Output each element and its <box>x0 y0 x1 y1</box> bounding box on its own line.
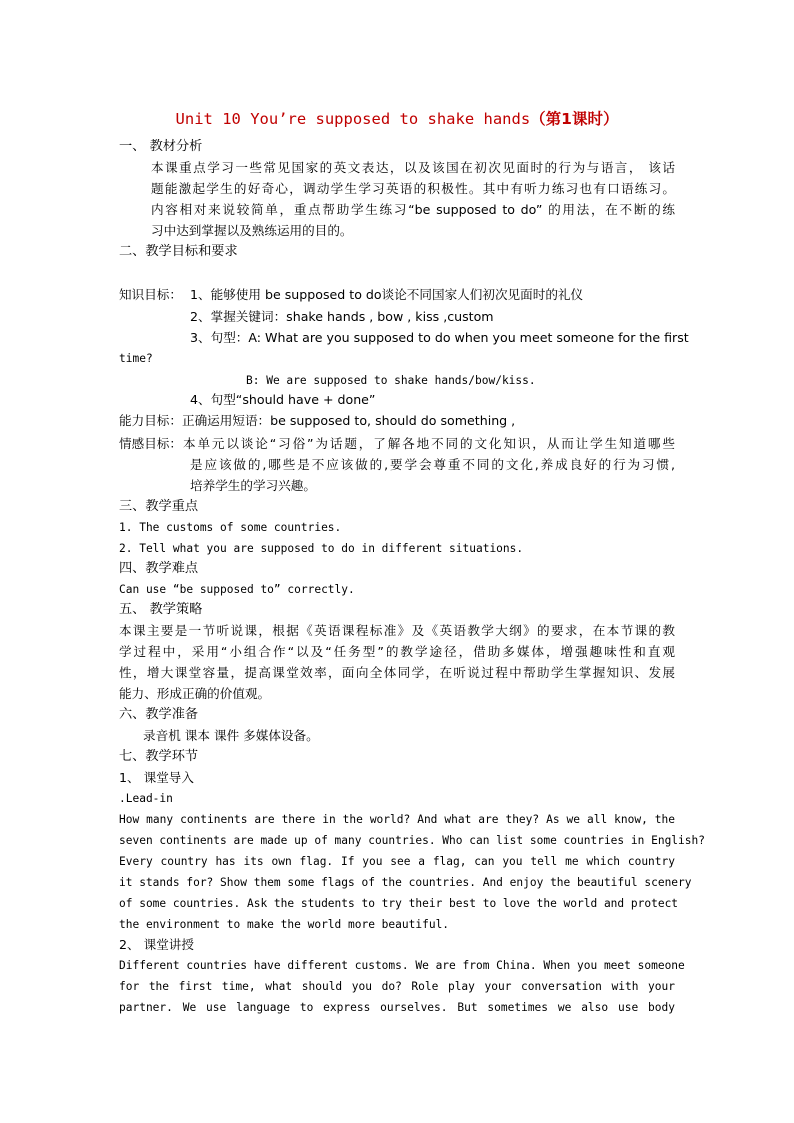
section-heading-7: 七、教学环节 <box>119 749 199 764</box>
emotion-line-3: 培养学生的学习兴趣。 <box>190 478 316 493</box>
s1-line-3: 内容相对来说较简单，重点帮助学生练习“be supposed to do” 的用法，在不断的练 <box>151 202 675 217</box>
lead-in-label: .Lead-in <box>119 792 173 805</box>
emotion-line-1: 本单元以谈论“习俗”为话题，了解各地不同的文化知识，从而让学生知道哪些 <box>183 436 675 451</box>
section-heading-1: 一、 教材分析 <box>119 139 203 154</box>
section-heading-5: 五、 教学策略 <box>119 602 203 617</box>
section-heading-3: 三、教学重点 <box>119 499 199 514</box>
s3-line-1: 1. The customs of some countries. <box>119 521 342 534</box>
document-title <box>0 107 794 129</box>
s7-para1-line-6: the environment to make the world more beautiful. <box>119 918 450 931</box>
s5-line-3: 性，增大课堂容量，提高课堂效率，面向全体同学，在听说过程中帮助学生掌握知识、发展 <box>119 665 675 680</box>
s7-para1-line-4: it stands for? Show them some flags of the countries. And enjoy the beautiful scenery <box>119 876 692 889</box>
knowledge-line-5: 4、句型“should have + done” <box>190 392 376 407</box>
knowledge-line-3b: time? <box>119 352 153 365</box>
s7-sub-heading-2: 2、 课堂讲授 <box>119 937 194 952</box>
s6-line-1: 录音机 课本 课件 多媒体设备。 <box>143 728 319 743</box>
section-heading-2: 二、教学目标和要求 <box>119 244 238 259</box>
s4-line-1: Can use “be supposed to” correctly. <box>119 583 355 596</box>
section-heading-6: 六、教学准备 <box>119 707 199 722</box>
title-lesson: （第1课时） <box>530 110 619 128</box>
s1-line-2: 题能激起学生的好奇心，调动学生学习英语的积极性。其中有听力练习也有口语练习。 <box>151 181 675 196</box>
s7-para1-line-5: of some countries. Ask the students to try their best to love the world and protect <box>119 897 679 910</box>
s7-para2-line-2: for the first time, what should you do? Role play your conversation with your <box>119 980 675 993</box>
s5-line-1: 本课主要是一节听说课，根据《英语课程标准》及《英语教学大纲》的要求，在本节课的教 <box>119 623 675 638</box>
emotion-line-2: 是应该做的,哪些是不应该做的,要学会尊重不同的文化,养成良好的行为习惯, <box>190 457 675 472</box>
s7-para1-line-3: Every country has its own flag. If you see a flag, can you tell me which country <box>119 855 675 868</box>
s7-para1-line-2: seven continents are made up of many countries. Who can list some countries in English? <box>119 834 705 847</box>
knowledge-line-4: B: We are supposed to shake hands/bow/kiss. <box>246 374 536 387</box>
s7-sub-heading-1: 1、 课堂导入 <box>119 770 194 785</box>
section-heading-4: 四、教学难点 <box>119 561 199 576</box>
s1-line-1: 本课重点学习一些常见国家的英文表达，以及该国在初次见面时的行为与语言， 该话 <box>151 160 675 175</box>
emotion-label: 情感目标： <box>119 436 182 451</box>
s5-line-2: 学过程中，采用“小组合作“以及“任务型”的教学途径，借助多媒体，增强趣味性和直观 <box>119 644 675 659</box>
knowledge-line-1: 1、能够使用 be supposed to do谈论不同国家人们初次见面时的礼仪 <box>190 287 584 302</box>
title-english: Unit 10 You’re supposed to shake hands <box>175 110 531 128</box>
s7-para2-line-1: Different countries have different customs. We are from China. When you meet someone <box>119 959 685 972</box>
s3-line-2: 2. Tell what you are supposed to do in different situations. <box>119 542 524 555</box>
s5-line-4: 能力、形成正确的价值观。 <box>119 686 271 701</box>
knowledge-line-3: 3、句型：A: What are you supposed to do when you meet someone for the first <box>190 330 689 345</box>
ability-objective: 能力目标：正确运用短语：be supposed to, should do something , <box>119 413 516 428</box>
s7-para2-line-3: partner. We use language to express ourselves. But sometimes we also use body <box>119 1001 675 1014</box>
knowledge-label: 知识目标： <box>119 287 182 302</box>
s7-para1-line-1: How many continents are there in the world? And what are they? As we all know, the <box>119 813 675 826</box>
s1-line-4: 习中达到掌握以及熟练运用的目的。 <box>151 223 353 238</box>
knowledge-line-2: 2、掌握关键词：shake hands , bow , kiss ,custom <box>190 309 494 324</box>
